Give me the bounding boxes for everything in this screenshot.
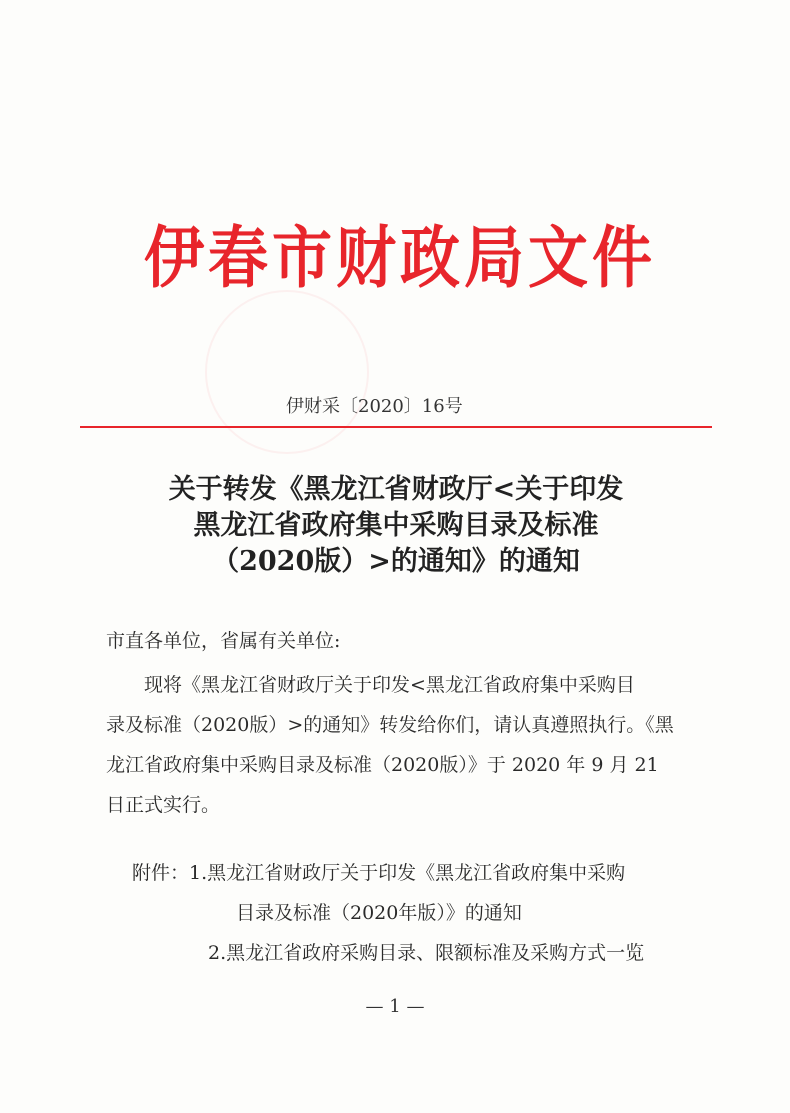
- attachment-item-2: 2.黑龙江省政府采购目录、限额标准及采购方式一览: [208, 942, 645, 964]
- attachment-item-1-line-1: 附件：1.黑龙江省财政厅关于印发《黑龙江省政府集中采购: [132, 862, 626, 884]
- notice-title-line-2: 黑龙江省政府集中采购目录及标准: [193, 510, 599, 541]
- faint-seal-stamp: [205, 290, 369, 454]
- paragraph-line-2: 录及标准（2020版）>的通知》转发给你们，请认真遵照执行。《黑: [106, 714, 674, 736]
- document-number: 伊财采〔2020〕16号: [286, 396, 463, 417]
- attachment-item-1-line-2: 目录及标准（2020年版）》的通知: [236, 902, 522, 924]
- notice-title: [80, 472, 712, 580]
- paragraph-line-1: 现将《黑龙江省财政厅关于印发<黑龙江省政府集中采购目: [144, 674, 635, 696]
- page-number: — 1 —: [365, 996, 425, 1017]
- document-header-title: 伊春市财政局文件: [144, 219, 656, 298]
- notice-title-line-1: 关于转发《黑龙江省财政厅<关于印发: [168, 474, 624, 505]
- salutation: 市直各单位，省属有关单位:: [106, 630, 341, 652]
- red-separator-line: [80, 426, 712, 428]
- paragraph-line-4: 日正式实行。: [106, 794, 221, 816]
- notice-title-line-3: （2020版）>的通知》的通知: [212, 546, 580, 577]
- paragraph-line-3: 龙江省政府集中采购目录及标准（2020版）》于 2020 年 9 月 21: [106, 754, 659, 776]
